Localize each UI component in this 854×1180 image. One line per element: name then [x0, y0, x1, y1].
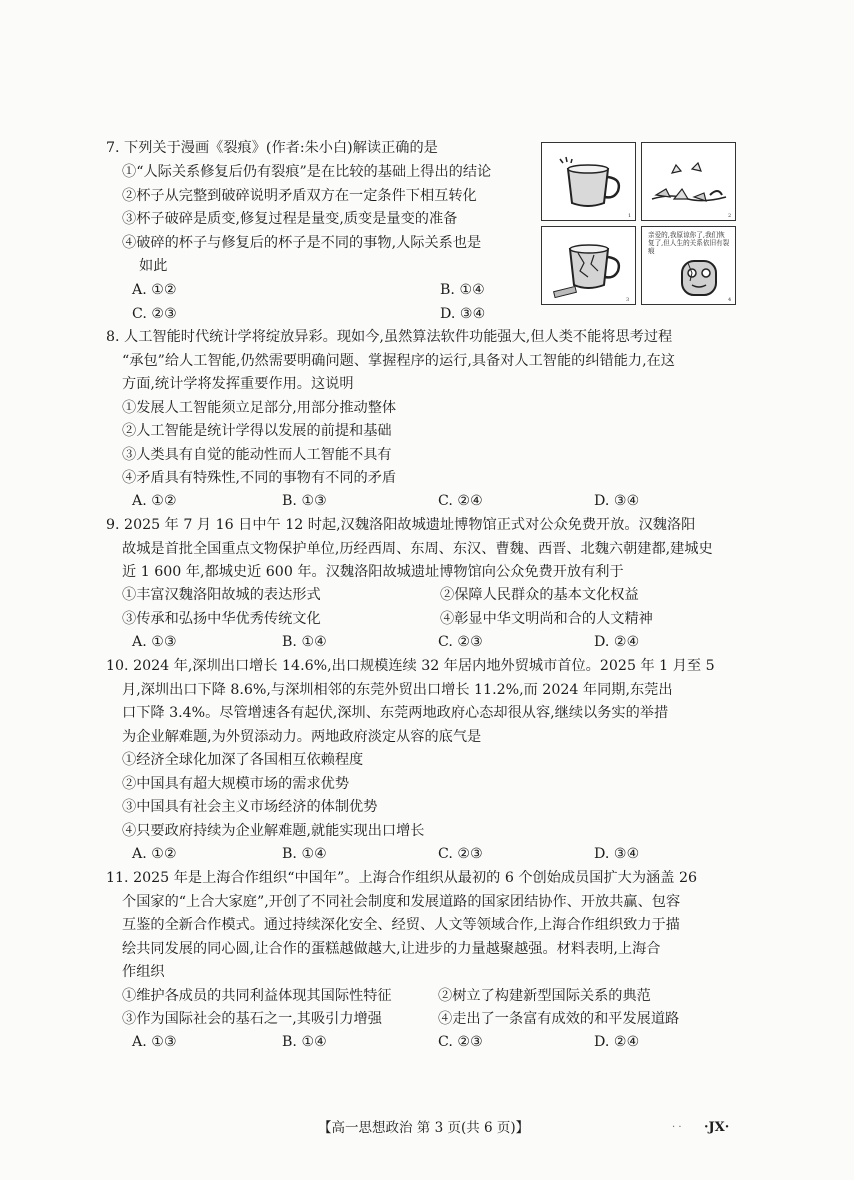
crack-comic — [541, 142, 737, 306]
q9-stem-line-2: 故城是首批全国重点文物保护单位,历经西周、东周、东汉、曹魏、西晋、北魏六朝建都,建城史 — [122, 541, 713, 557]
q9-option-c: C. ②③ — [438, 634, 483, 650]
q10-stem-line-1: 10. 2024 年,深圳出口增长 14.6%,出口规模连续 32 年居内地外贸城市首位。2025 年 1 月至 5 — [106, 658, 715, 674]
intact-cup-icon — [542, 143, 636, 221]
q11-item-4: ④走出了一条富有成效的和平发展道路 — [438, 1011, 680, 1027]
q11-item-3: ③作为国际社会的基石之一,其吸引力增强 — [122, 1011, 382, 1027]
q9-item-4: ④彰显中华文明尚和合的人文精神 — [440, 611, 653, 627]
q9-option-b: B. ①④ — [282, 634, 327, 650]
q8-option-b: B. ①③ — [282, 493, 327, 509]
q11-stem-line-3: 互鉴的全新合作模式。通过持续深化安全、经贸、人文等领域合作,上海合作组织致力于描 — [122, 917, 680, 933]
q7-option-a: A. ①② — [132, 282, 177, 298]
q7-item-4-cont: 如此 — [139, 258, 168, 274]
q11-item-1: ①维护各成员的共同利益体现其国际性特征 — [122, 988, 392, 1004]
q10-stem-line-2: 月,深圳出口下降 8.6%,与深圳相邻的东莞外贸出口增长 11.2%,而 2024 年同期,东莞出 — [122, 682, 673, 698]
q8-stem-line-1: 8. 人工智能时代统计学将绽放异彩。现如今,虽然算法软件功能强大,但人类不能将思考过程 — [106, 329, 673, 345]
q10-item-4: ④只要政府持续为企业解难题,就能实现出口增长 — [122, 823, 425, 839]
svg-text:4: 4 — [728, 297, 732, 303]
q11-option-a: A. ①③ — [132, 1034, 177, 1050]
q8-item-1: ①发展人工智能须立足部分,用部分推动整体 — [122, 400, 397, 416]
q11-options — [132, 1032, 652, 1052]
comic-panel-broken-cup — [641, 142, 736, 221]
q11-option-d: D. ②④ — [594, 1034, 640, 1050]
q7-item-3: ③杯子破碎是质变,修复过程是量变,质变是量变的准备 — [122, 211, 458, 227]
comic-caption: 亲爱的,我原谅你了,我们恢复了,但人生的关系依旧有裂痕 — [648, 231, 730, 255]
q7-item-2: ②杯子从完整到破碎说明矛盾双方在一定条件下相互转化 — [122, 188, 477, 204]
q9-item-3: ③传承和弘扬中华优秀传统文化 — [122, 611, 321, 627]
q10-item-3: ③中国具有社会主义市场经济的体制优势 — [122, 799, 378, 815]
q10-options — [132, 844, 652, 864]
q7-option-b: B. ①④ — [440, 282, 485, 298]
comic-panel-intact-cup — [541, 142, 636, 221]
q8-item-2: ②人工智能是统计学得以发展的前提和基础 — [122, 423, 392, 439]
q9-item-1: ①丰富汉魏洛阳故城的表达形式 — [122, 587, 321, 603]
q10-option-c: C. ②③ — [438, 846, 483, 862]
q10-option-d: D. ③④ — [594, 846, 640, 862]
q10-stem-line-4: 为企业解难题,为外贸添动力。两地政府淡定从容的底气是 — [122, 729, 482, 745]
q8-option-d: D. ③④ — [594, 493, 640, 509]
q8-option-c: C. ②④ — [438, 493, 483, 509]
q7-option-c: C. ②③ — [132, 306, 177, 322]
q8-item-3: ③人类具有自觉的能动性而人工智能不具有 — [122, 447, 392, 463]
q10-stem-line-3: 口下降 3.4%。尽管增速各有起伏,深圳、东莞两地政府心态却很从容,继续以务实的举措 — [122, 705, 669, 721]
q10-option-b: B. ①④ — [282, 846, 327, 862]
footer-dots: · · — [672, 1122, 682, 1133]
q8-item-4: ④矛盾具有特殊性,不同的事物有不同的矛盾 — [122, 470, 397, 486]
q9-option-d: D. ②④ — [594, 634, 640, 650]
svg-text:1: 1 — [628, 213, 632, 219]
q10-item-2: ②中国具有超大规模市场的需求优势 — [122, 776, 350, 792]
footer-page-title: 【高一思想政治 第 3 页(共 6 页)】 — [318, 1120, 530, 1136]
q11-stem-line-4: 绘共同发展的同心圆,让合作的蛋糕越做越大,让进步的力量越聚越强。材料表明,上海合 — [122, 941, 661, 957]
q8-options — [132, 491, 652, 511]
q9-option-a: A. ①③ — [132, 634, 177, 650]
q11-option-b: B. ①④ — [282, 1034, 327, 1050]
q8-option-a: A. ①② — [132, 493, 177, 509]
broken-cup-icon — [642, 143, 736, 221]
q11-stem-line-1: 11. 2025 年是上海合作组织“中国年”。上海合作组织从最初的 6 个创始成员国扩大为涵盖 26 — [106, 870, 697, 886]
footer-code: ·JX· — [704, 1120, 730, 1135]
q8-stem-line-2: “承包”给人工智能,仍然需要明确问题、掌握程序的运行,具备对人工智能的纠错能力,在这 — [122, 353, 675, 369]
q7-item-1: ①“人际关系修复后仍有裂痕”是在比较的基础上得出的结论 — [122, 164, 492, 180]
q7-option-d: D. ③④ — [440, 306, 486, 322]
q11-stem-line-5: 作组织 — [122, 964, 165, 980]
q11-option-c: C. ②③ — [438, 1034, 483, 1050]
repaired-cup-icon — [542, 227, 636, 305]
comic-panel-repaired-cup — [541, 226, 636, 305]
svg-text:2: 2 — [728, 213, 732, 219]
comic-panel-caption — [641, 226, 736, 305]
q10-option-a: A. ①② — [132, 846, 177, 862]
q10-item-1: ①经济全球化加深了各国相互依赖程度 — [122, 752, 364, 768]
page-footer — [0, 1118, 854, 1138]
q7-item-4: ④破碎的杯子与修复后的杯子是不同的事物,人际关系也是 — [122, 235, 482, 251]
q7-stem: 7. 下列关于漫画《裂痕》(作者:朱小白)解读正确的是 — [106, 140, 438, 156]
q8-stem-line-3: 方面,统计学将发挥重要作用。这说明 — [122, 376, 354, 392]
q9-stem-line-3: 近 1 600 年,都城史近 600 年。汉魏洛阳故城遗址博物馆向公众免费开放有利于 — [122, 564, 624, 580]
q11-item-2: ②树立了构建新型国际关系的典范 — [438, 988, 651, 1004]
q9-stem-line-1: 9. 2025 年 7 月 16 日中午 12 时起,汉魏洛阳故城遗址博物馆正式对公众免费开放。汉魏洛阳 — [106, 517, 696, 533]
svg-text:3: 3 — [626, 297, 630, 303]
q11-stem-line-2: 个国家的“上合大家庭”,开创了不同社会制度和发展道路的国家团结协作、开放共赢、包容 — [122, 894, 681, 910]
q9-options — [132, 632, 652, 652]
q9-item-2: ②保障人民群众的基本文化权益 — [440, 587, 639, 603]
